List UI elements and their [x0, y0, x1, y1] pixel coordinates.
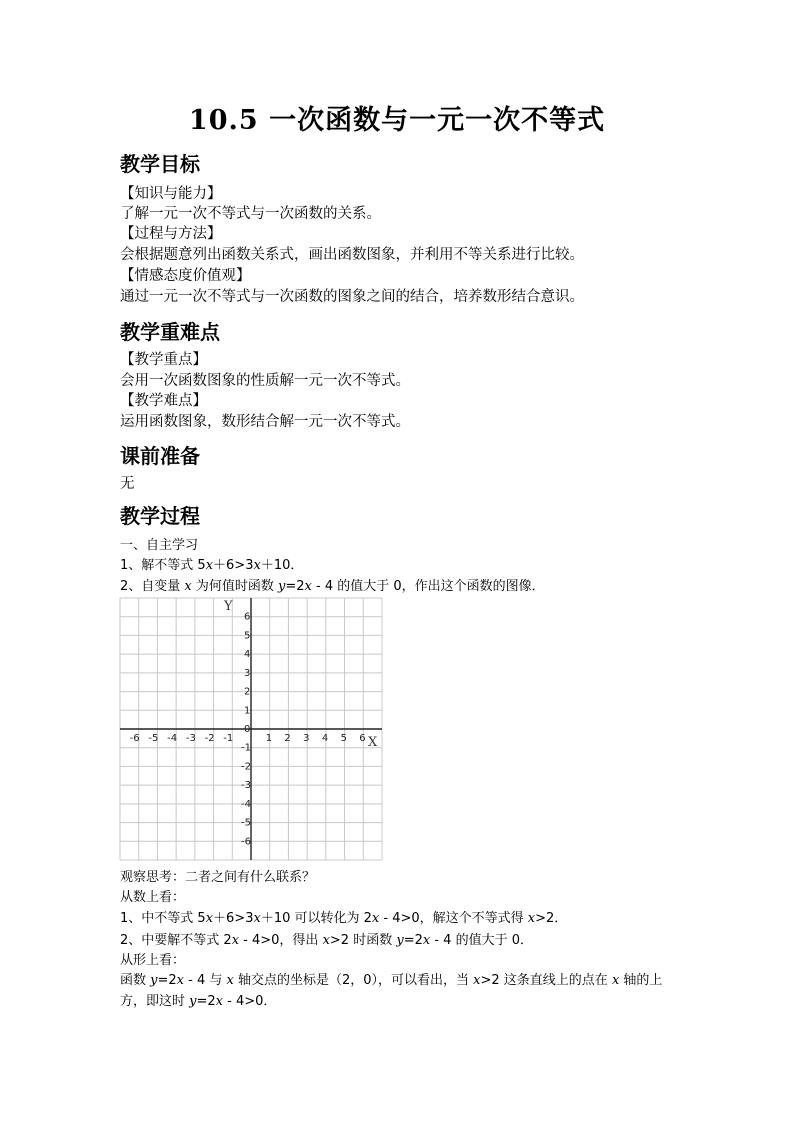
- y-tick-label: -1: [241, 742, 251, 754]
- x-axis-label: X: [368, 735, 378, 750]
- y-tick-label: -5: [241, 817, 251, 829]
- numeric-view-heading: 从数上看：: [120, 890, 186, 905]
- y-tick-label: 2: [244, 686, 251, 698]
- key-point-text: 会用一次函数图象的性质解一元一次不等式。: [120, 373, 410, 389]
- question-2: 2、自变量 x 为何值时函数 y=2x - 4 的值大于 0，作出这个函数的图像．: [120, 579, 545, 594]
- y-tick-label: -3: [241, 780, 251, 792]
- coordinate-grid: [118, 596, 384, 862]
- x-tick-label: -2: [204, 733, 215, 744]
- numeric-point-2: 2、中要解不等式 2x - 4>0，得出 x>2 时函数 y=2x - 4 的值大于 0．: [120, 933, 533, 948]
- goal-knowledge-text: 了解一元一次不等式与一次函数的关系。: [120, 206, 381, 222]
- section-heading-process: 教学过程: [120, 504, 200, 528]
- goal-process-label: 【过程与方法】: [120, 226, 222, 242]
- shape-point-line-2: 方，即这时 y=2x - 4>0．: [120, 994, 277, 1009]
- difficult-point-label: 【教学难点】: [120, 393, 207, 409]
- key-point-label: 【教学重点】: [120, 352, 207, 368]
- goal-attitude-label: 【情感态度价值观】: [120, 268, 251, 284]
- preparation-text: 无: [120, 476, 135, 492]
- goal-attitude-text: 通过一元一次不等式与一次函数的图象之间的结合，培养数形结合意识。: [120, 289, 584, 305]
- y-axis-label: Y: [224, 599, 233, 614]
- shape-view-heading: 从形上看：: [120, 953, 186, 968]
- y-tick-label: 0: [244, 724, 251, 735]
- section-heading-key-points: 教学重难点: [120, 320, 220, 344]
- y-tick-label: 5: [244, 630, 251, 642]
- x-tick-label: -4: [167, 733, 178, 744]
- y-tick-label: 1: [244, 705, 251, 717]
- section-heading-preparation: 课前准备: [120, 444, 200, 468]
- x-tick-label: 1: [265, 733, 273, 744]
- x-tick-label: 2: [284, 733, 291, 744]
- shape-point-line-1: 函数 y=2x - 4 与 x 轴交点的坐标是（2，0），可以看出，当 x>2 这条直线上的点在 x 轴的上: [120, 973, 663, 988]
- y-tick-label: 4: [244, 649, 251, 661]
- y-tick-label: 3: [244, 667, 251, 679]
- goal-knowledge-label: 【知识与能力】: [120, 186, 222, 202]
- x-tick-label: -1: [223, 733, 234, 744]
- y-tick-label: -2: [241, 761, 251, 773]
- x-tick-label: -3: [185, 733, 196, 744]
- observe-question: 观察思考：二者之间有什么联系？: [120, 870, 316, 885]
- x-tick-label: 5: [340, 733, 347, 744]
- question-1: 1、解不等式 5x＋6>3x＋10．: [120, 558, 304, 573]
- x-tick-label: -6: [129, 733, 140, 744]
- document-title: 10.5 一次函数与一元一次不等式: [188, 105, 606, 136]
- y-tick-label: -6: [241, 836, 251, 848]
- x-tick-label: 4: [321, 733, 329, 744]
- x-tick-label: 3: [303, 733, 310, 744]
- part-one-heading: 一、自主学习: [120, 538, 199, 553]
- numeric-point-1: 1、中不等式 5x＋6>3x＋10 可以转化为 2x - 4>0，解这个不等式得 x>2．: [120, 911, 568, 926]
- axes: [120, 598, 382, 860]
- y-tick-label: -4: [241, 798, 251, 810]
- section-heading-goals: 教学目标: [120, 152, 200, 176]
- x-tick-label: -5: [148, 733, 159, 744]
- y-tick-label: 6: [244, 611, 251, 623]
- x-tick-label: 6: [359, 733, 366, 744]
- difficult-point-text: 运用函数图象，数形结合解一元一次不等式。: [120, 414, 410, 430]
- goal-process-text: 会根据题意列出函数关系式，画出函数图象，并利用不等关系进行比较。: [120, 247, 584, 263]
